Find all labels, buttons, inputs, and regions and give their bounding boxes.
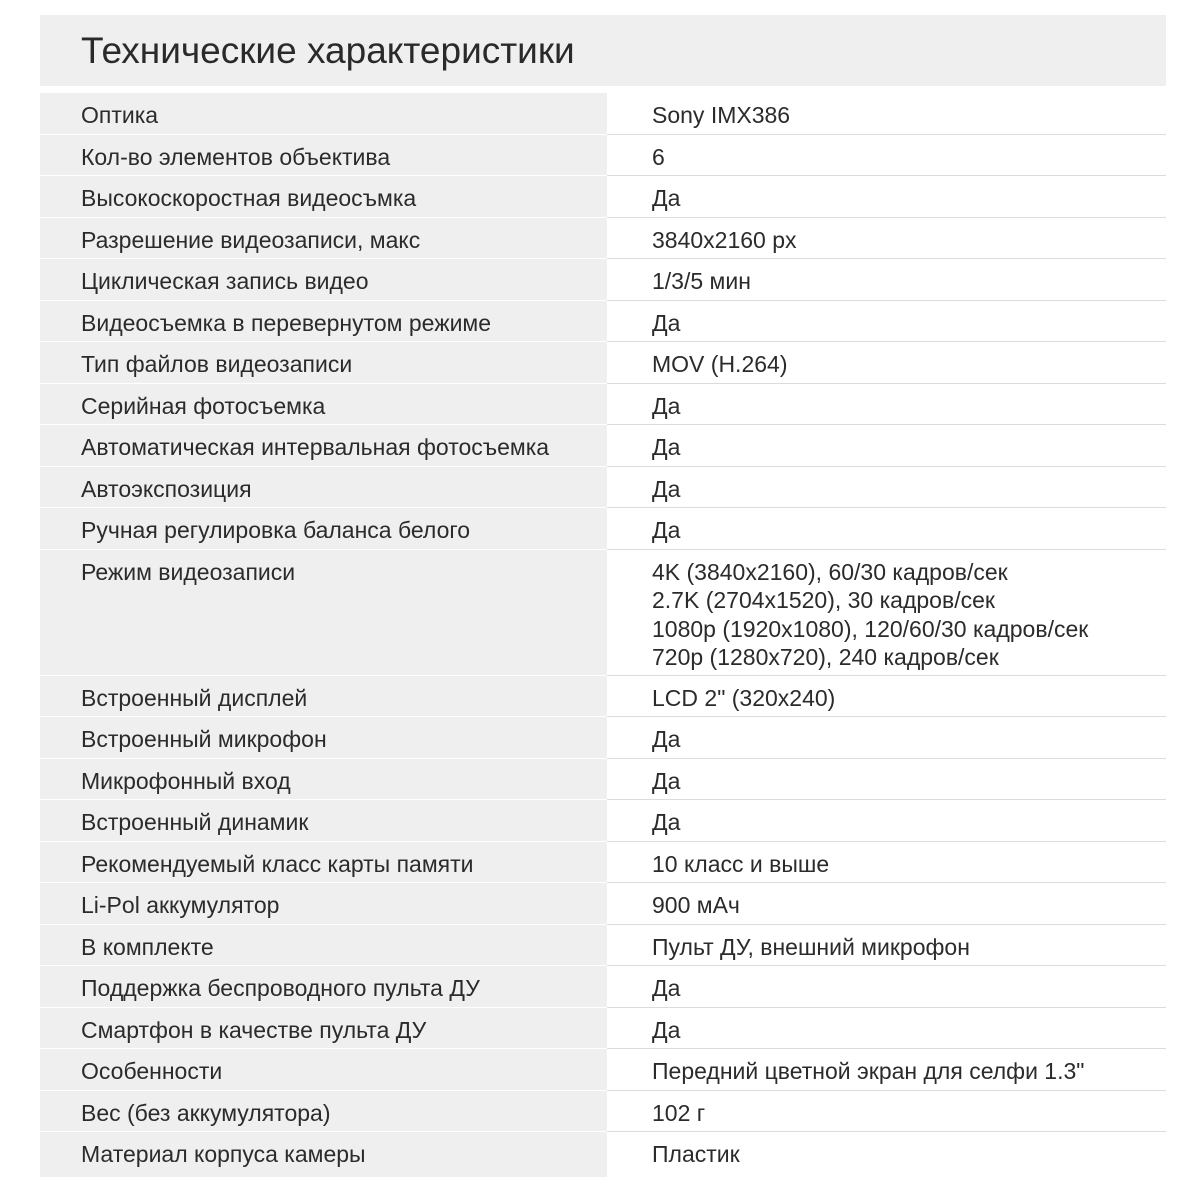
spec-label: Серийная фотосъемка xyxy=(81,392,326,419)
spec-label: Оптика xyxy=(81,102,159,128)
spec-value: Да xyxy=(652,185,681,211)
spec-value: Да xyxy=(652,309,681,336)
spec-value: 102 г xyxy=(652,1099,706,1126)
spec-label: Li-Pol аккумулятор xyxy=(81,892,280,918)
spec-label: Встроенный динамик xyxy=(81,809,309,835)
spec-value: Пластик xyxy=(652,1141,740,1167)
spec-row xyxy=(40,800,1166,842)
spec-value: Да xyxy=(652,434,681,460)
spec-row xyxy=(40,1049,1166,1091)
spec-value: LCD 2" (320x240) xyxy=(652,684,836,711)
spec-table xyxy=(40,93,1166,1174)
section-title: Технические характеристики xyxy=(81,30,575,71)
spec-label: Кол-во элементов объектива xyxy=(81,143,391,170)
spec-value: Да xyxy=(652,767,681,794)
spec-row xyxy=(40,717,1166,759)
spec-label: Встроенный микрофон xyxy=(81,726,327,752)
spec-row xyxy=(40,135,1166,177)
spec-label: Смартфон в качестве пульта ДУ xyxy=(81,1016,427,1043)
spec-label: Ручная регулировка баланса белого xyxy=(81,517,471,543)
spec-value: 4K (3840x2160), 60/30 кадров/сек 2.7K (2704x1520), 30 кадров/сек 1080p (1920x1080), 120/60/30 кадров/сек 720p (1280x720), 240 кадров/сек xyxy=(652,558,1089,670)
spec-value: 6 xyxy=(652,143,665,170)
spec-row xyxy=(40,259,1166,301)
spec-row xyxy=(40,1008,1166,1050)
spec-label: Микрофонный вход xyxy=(81,767,291,794)
spec-label: Материал корпуса камеры xyxy=(81,1141,366,1167)
spec-value: Да xyxy=(652,726,681,752)
spec-row xyxy=(40,176,1166,218)
spec-label: Рекомендуемый класс карты памяти xyxy=(81,850,474,877)
spec-value: 900 мАч xyxy=(652,892,740,918)
spec-value: 1/3/5 мин xyxy=(652,268,751,294)
spec-row xyxy=(40,425,1166,467)
spec-label: Автоматическая интервальная фотосъемка xyxy=(81,434,550,460)
spec-value: Да xyxy=(652,1016,681,1043)
spec-row xyxy=(40,925,1166,967)
spec-value: Да xyxy=(652,809,681,835)
spec-label: В комплекте xyxy=(81,933,214,960)
spec-row xyxy=(40,508,1166,550)
spec-row xyxy=(40,1091,1166,1133)
spec-value: Да xyxy=(652,517,681,543)
spec-value: Да xyxy=(652,975,681,1001)
spec-row xyxy=(40,342,1166,384)
spec-label: Режим видеозаписи xyxy=(81,558,296,585)
spec-row xyxy=(40,759,1166,801)
spec-label: Циклическая запись видео xyxy=(81,268,369,294)
spec-label: Особенности xyxy=(81,1058,223,1084)
section-header xyxy=(40,15,1166,86)
spec-row xyxy=(40,550,1166,676)
spec-label: Высокоскоростная видеосъмка xyxy=(81,185,417,211)
spec-label: Встроенный дисплей xyxy=(81,684,308,711)
spec-value: MOV (H.264) xyxy=(652,351,788,377)
spec-row xyxy=(40,1132,1166,1174)
spec-row xyxy=(40,883,1166,925)
spec-label: Разрешение видеозаписи, макс xyxy=(81,226,421,253)
spec-value: Да xyxy=(652,392,681,419)
spec-label: Вес (без аккумулятора) xyxy=(81,1099,331,1126)
spec-value: Sony IMX386 xyxy=(652,102,791,128)
spec-row xyxy=(40,676,1166,718)
spec-row xyxy=(40,93,1166,135)
spec-label: Поддержка беспроводного пульта ДУ xyxy=(81,975,480,1001)
spec-row xyxy=(40,467,1166,509)
spec-value: Пульт ДУ, внешний микрофон xyxy=(652,933,970,960)
spec-label: Тип файлов видеозаписи xyxy=(81,351,353,377)
spec-label: Автоэкспозиция xyxy=(81,475,252,502)
spec-value: 10 класс и выше xyxy=(652,850,830,877)
spec-value: Передний цветной экран для селфи 1.3" xyxy=(652,1058,1085,1084)
spec-row xyxy=(40,218,1166,260)
spec-row xyxy=(40,842,1166,884)
spec-row xyxy=(40,384,1166,426)
spec-row xyxy=(40,301,1166,343)
spec-label: Видеосъемка в перевернутом режиме xyxy=(81,309,492,336)
spec-row xyxy=(40,966,1166,1008)
spec-value: Да xyxy=(652,475,681,502)
spec-value: 3840x2160 px xyxy=(652,226,797,253)
